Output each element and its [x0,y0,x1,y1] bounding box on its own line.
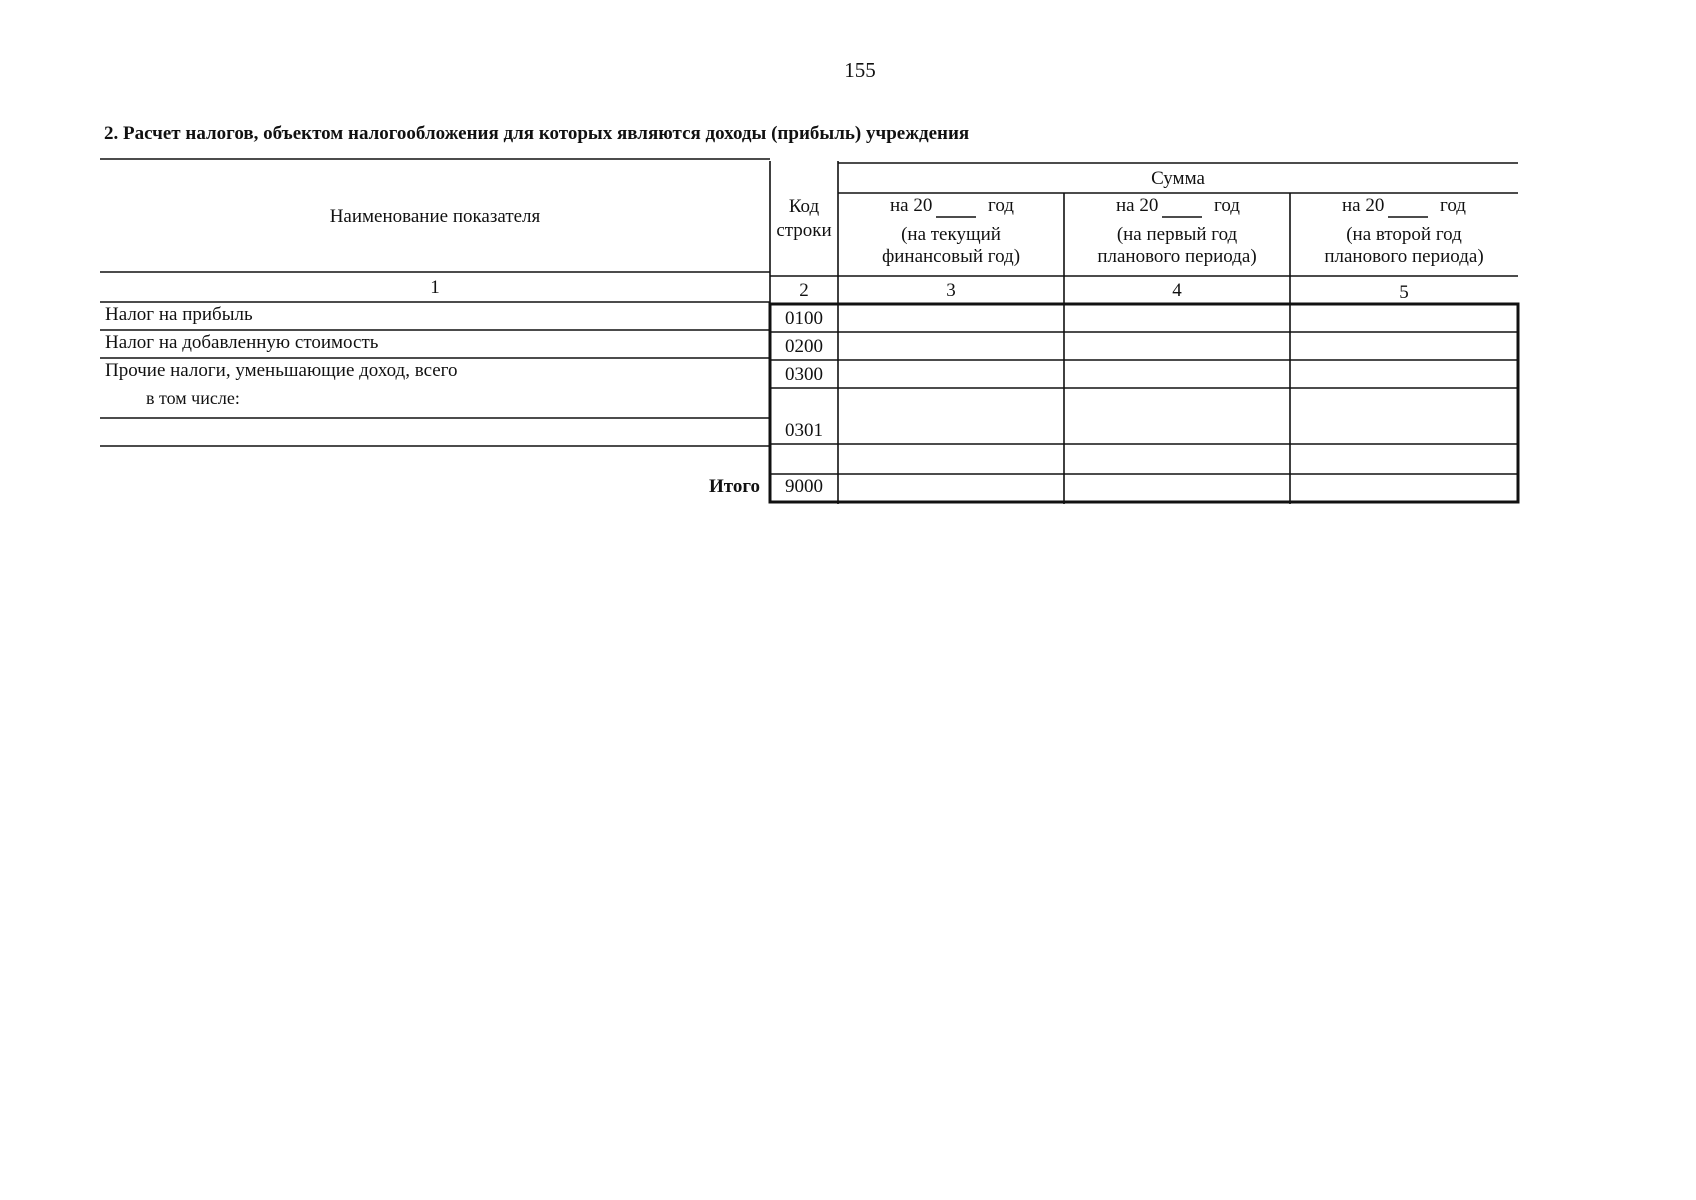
year-desc-col5-line1: (на второй год [1346,224,1462,245]
column-number-1: 1 [430,277,440,298]
row-code-0300: 0300 [785,364,823,385]
column-number-2: 2 [799,280,809,301]
year-suffix-col3: год [988,195,1014,216]
year-desc-col5-line2: планового периода) [1324,246,1484,267]
row-name-0200: Налог на добавленную стоимость [105,332,379,353]
row-name-0300: Прочие налоги, уменьшающие доход, всего [105,360,458,381]
year-prefix-col4: на 20 [1116,195,1159,216]
year-prefix-col3: на 20 [890,195,933,216]
row-name-0100: Налог на прибыль [105,304,253,325]
header-sum: Сумма [1151,168,1205,189]
total-code: 9000 [785,476,823,497]
column-number-5: 5 [1399,282,1409,303]
column-number-3: 3 [946,280,956,301]
header-line-code-2: строки [776,220,832,241]
row-code-0301: 0301 [785,420,823,441]
section-title: 2. Расчет налогов, объектом налогообложения для которых являются доходы (прибыль) учреждения [104,123,970,144]
header-indicator-name: Наименование показателя [329,206,541,227]
row-code-0200: 0200 [785,336,823,357]
header-line-code-1: Код [788,196,820,217]
tax-calculation-table [100,158,1520,506]
year-suffix-col4: год [1214,195,1240,216]
column-number-4: 4 [1172,280,1182,301]
page-number: 155 [844,58,876,82]
total-label: Итого [708,476,760,497]
year-desc-col3-line1: (на текущий [901,224,1001,245]
year-suffix-col5: год [1440,195,1466,216]
row-name-0301: в том числе: [146,388,240,408]
year-desc-col4-line1: (на первый год [1116,224,1238,245]
year-prefix-col5: на 20 [1342,195,1385,216]
row-code-0100: 0100 [785,308,823,329]
year-desc-col3-line2: финансовый год) [881,246,1021,267]
year-desc-col4-line2: планового периода) [1097,246,1257,267]
